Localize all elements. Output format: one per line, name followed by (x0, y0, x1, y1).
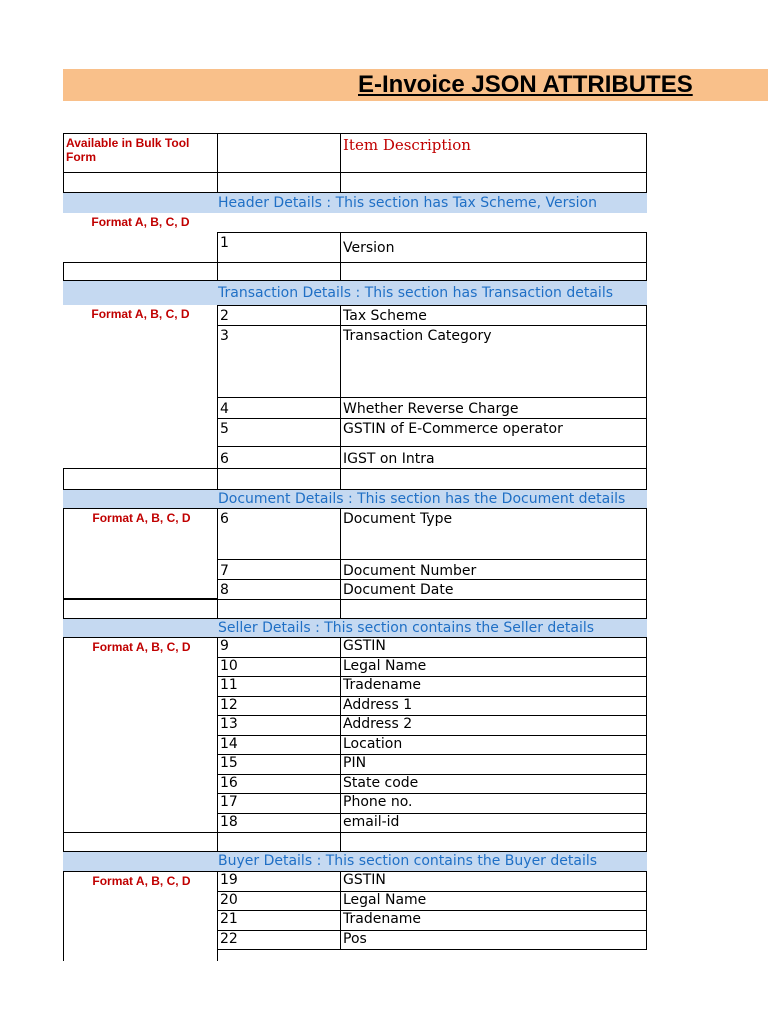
section-heading-header (63, 193, 647, 213)
table-row (63, 891, 647, 912)
table-row (63, 418, 647, 447)
row-number: 8 (217, 579, 341, 600)
empty-cell (217, 832, 341, 852)
row-description: GSTIN of E-Commerce operator (340, 418, 647, 447)
row-description: Tradename (340, 676, 647, 697)
table-row (63, 508, 647, 560)
row-number: 7 (217, 559, 341, 580)
section-heading-document (63, 490, 647, 509)
spacer-row (63, 832, 647, 852)
empty-cell (63, 262, 218, 281)
row-number: 5 (217, 418, 341, 447)
format-label: Format A, B, C, D (92, 874, 191, 888)
section-heading-text: Seller Details : This section contains the Seller details (218, 620, 595, 636)
row-number: 13 (217, 715, 341, 736)
table-row (63, 910, 647, 931)
row-number: 2 (217, 305, 341, 326)
format-label: Format A, B, C, D (92, 640, 191, 654)
row-number: 16 (217, 774, 341, 795)
row-description: Legal Name (340, 891, 647, 912)
row-description: email-id (340, 813, 647, 834)
row-number: 15 (217, 754, 341, 775)
empty-cell (340, 832, 647, 852)
row-number: 19 (217, 871, 341, 892)
row-description: IGST on Intra (340, 446, 647, 469)
section-heading-seller (63, 619, 647, 638)
row-number: 11 (217, 676, 341, 697)
row-description: Transaction Category (340, 325, 647, 398)
empty-cell (217, 468, 341, 490)
row-description: Document Number (340, 559, 647, 580)
row-description: Tax Scheme (340, 305, 647, 326)
table-row (63, 930, 647, 951)
table-row (63, 735, 647, 756)
item-description-header: Item Description (340, 133, 647, 173)
empty-cell (63, 599, 218, 619)
table-row (63, 559, 647, 580)
table-row (63, 637, 647, 658)
row-description: Document Type (340, 508, 647, 560)
row-number: 3 (217, 325, 341, 398)
empty-cell (63, 468, 218, 490)
section-heading-text: Buyer Details : This section contains the Buyer details (218, 853, 598, 869)
row-number: 17 (217, 793, 341, 814)
table-row (63, 793, 647, 814)
row-number: 10 (217, 657, 341, 678)
table-row (63, 305, 647, 326)
empty-cell (340, 468, 647, 490)
row-number: 9 (217, 637, 341, 658)
section-heading-text: Transaction Details : This section has Transaction details (218, 285, 614, 301)
format-label: Format A, B, C, D (91, 215, 190, 229)
empty-cell (217, 599, 341, 619)
table-row (63, 871, 647, 892)
table-row (63, 696, 647, 717)
row-description: GSTIN (340, 871, 647, 892)
table-row (63, 657, 647, 678)
row-description: Phone no. (340, 793, 647, 814)
title-banner (63, 69, 768, 101)
spacer-row (63, 262, 647, 281)
row-number: 14 (217, 735, 341, 756)
table-row (63, 754, 647, 775)
page-title: E-Invoice JSON ATTRIBUTES (358, 71, 693, 98)
table-row (63, 397, 647, 419)
empty-cell (217, 262, 341, 281)
row-number: 18 (217, 813, 341, 834)
row-description: Pos (340, 930, 647, 951)
table-row (63, 813, 647, 834)
attributes-table (63, 133, 647, 948)
empty-cell (217, 172, 341, 193)
format-label: Format A, B, C, D (92, 511, 191, 525)
row-description: Location (340, 735, 647, 756)
row-number: 21 (217, 910, 341, 931)
row-description: GSTIN (340, 637, 647, 658)
empty-cell (340, 599, 647, 619)
number-header (217, 133, 341, 173)
row-number: 6 (217, 508, 341, 560)
row-description: Whether Reverse Charge (340, 397, 647, 419)
bulk-tool-header: Available in Bulk Tool Form (63, 133, 218, 173)
empty-cell (63, 832, 218, 852)
row-number: 1 (217, 232, 341, 263)
row-description: Legal Name (340, 657, 647, 678)
empty-cell (63, 172, 218, 193)
section-heading-buyer (63, 852, 647, 871)
table-row (63, 579, 647, 600)
row-description: Version (340, 232, 647, 263)
section-heading-text: Document Details : This section has the Document details (218, 491, 626, 507)
row-number: 12 (217, 696, 341, 717)
row-number: 22 (217, 930, 341, 951)
table-row (63, 774, 647, 795)
spacer-row (63, 172, 647, 193)
table-row (63, 715, 647, 736)
row-number: 4 (217, 397, 341, 419)
row-description: Tradename (340, 910, 647, 931)
empty-cell (340, 172, 647, 193)
row-number: 6 (217, 446, 341, 469)
row-description: Address 2 (340, 715, 647, 736)
row-description: Address 1 (340, 696, 647, 717)
empty-cell (340, 262, 647, 281)
format-label: Format A, B, C, D (91, 307, 190, 321)
table-row (63, 325, 647, 398)
row-description: State code (340, 774, 647, 795)
table-row (63, 446, 647, 469)
spacer-row (63, 468, 647, 490)
table-row (63, 676, 647, 697)
section-heading-transaction (63, 281, 647, 305)
row-number: 20 (217, 891, 341, 912)
row-description: Document Date (340, 579, 647, 600)
table-header-row (63, 133, 647, 173)
section-heading-text: Header Details : This section has Tax Scheme, Version (218, 195, 597, 211)
spacer-row (63, 599, 647, 619)
row-description: PIN (340, 754, 647, 775)
table-row (63, 232, 647, 263)
